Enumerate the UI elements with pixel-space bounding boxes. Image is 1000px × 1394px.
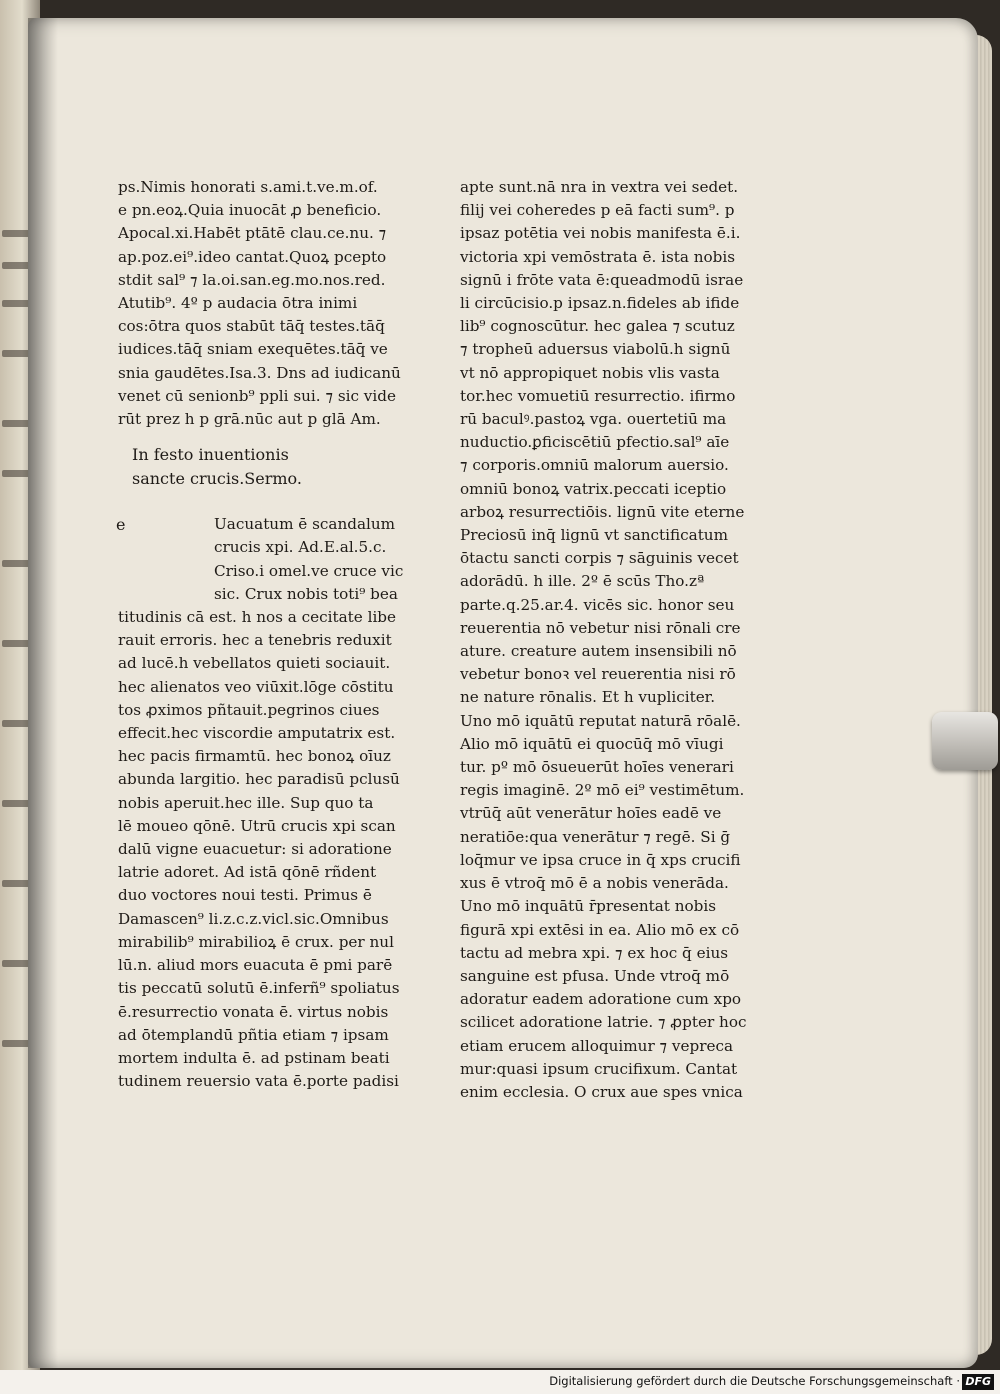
gutter-shadow [28, 18, 58, 1368]
text-line: ap.poz.ei⁹.ideo cantat.Quoꝝ pcepto [118, 247, 387, 266]
text-line: Damascen⁹ li.z.c.z.vicl.sic.Omnibus [118, 909, 389, 928]
text-line: loq̄mur ve ipsa cruce in q̄ xps crucifi [460, 850, 741, 869]
text-line: stdit sal⁹ ⁊ la.oi.san.eg.mo.nos.red. [118, 270, 386, 289]
text-line: ipsaz potētia vei nobis manifesta ē.i. [460, 224, 741, 243]
text-line: sic. Crux nobis toti⁹ bea [214, 584, 398, 603]
text-line: Alio mō iquātū ei quocūq̄ mō vīugi [460, 734, 724, 753]
text-line: rūt prez h p grā.nūc aut p glā Am. [118, 410, 381, 429]
text-line: enim ecclesia. O crux aue spes vnica [460, 1082, 743, 1101]
text-line: mirabilib⁹ mirabilioꝝ ē crux. per nul [118, 932, 394, 951]
text-line: adorādū. h ille. 2º ē scūs Tho.zª [460, 572, 705, 591]
text-line: signū i frōte vata ē:queadmodū israe [460, 270, 744, 289]
text-line: scilicet adoratione latrie. ⁊ ꝓpter hoc [460, 1013, 747, 1032]
text-line: adoratur eadem adoratione cum xpo [460, 990, 742, 1009]
text-line: effecit.hec viscordie amputatrix est. [118, 724, 396, 743]
text-line: Preciosū inq̄ lignū vt sanctificatum [460, 526, 728, 545]
left-column-top-text [118, 176, 418, 431]
funding-credit: Digitalisierung gefördert durch die Deutsche Forschungsgemeinschaft · [549, 1374, 960, 1388]
text-line: cos:ōtra quos stabūt tāq̄ testes.tāq̄ [118, 317, 385, 336]
text-line: omniū bonoꝝ vatrix.peccati iceptio [460, 479, 727, 498]
text-line: xus ē vtroq̄ mō ē a nobis venerāda. [460, 874, 729, 893]
digitization-footer [0, 1370, 1000, 1394]
text-line: duo voctores noui testi. Primus ē [118, 886, 372, 905]
heading-line: In festo inuentionis [132, 445, 289, 465]
left-column-body-text [118, 606, 418, 1093]
text-line: tudinem reuersio vata ē.porte padisi [118, 1072, 399, 1091]
text-line: tor.hec vomuetiū resurrectio. ifirmo [460, 386, 736, 405]
text-line: ps.Nimis honorati s.ami.t.ve.m.of. [118, 178, 378, 196]
right-column-text [460, 176, 770, 1104]
text-line: victoria xpi vemōstrata ē. ista nobis [460, 247, 736, 266]
text-line: dalū vigne euacuetur: si adoratione [118, 840, 392, 859]
text-line: vtrūq̄ aūt venerātur hoīes eadē ve [460, 804, 722, 823]
text-line: filij vei coheredes p eā facti sum⁹. p [460, 201, 735, 220]
text-line: etiam erucem alloquimur ⁊ vepreca [460, 1036, 734, 1055]
text-line: latrie adoret. Ad istā qōnē rñdent [118, 863, 377, 882]
right-text-column [460, 176, 770, 1104]
text-line: tur. pº mō ōsueuerūt hoīes venerari [460, 758, 734, 777]
text-line: e pn.eoꝝ.Quia inuocāt ꝓ beneficio. [118, 201, 382, 220]
text-line: hec pacis firmamtū. hec bonoꝝ oīuz [118, 747, 391, 766]
text-line: ad lucē.h vebellatos quieti sociauit. [118, 654, 391, 673]
dfg-logo: DFG [962, 1374, 994, 1390]
text-line: tactu ad mebra xpi. ⁊ ex hoc q̄ eius [460, 943, 729, 962]
text-line: rū baculꝰ.pastoꝝ vga. ouertetiū ma [460, 410, 727, 429]
text-line: ature. creature autem insensibili nō [460, 642, 737, 661]
text-line: reuerentia nō vebetur nisi rōnali cre [460, 618, 741, 637]
text-line: ē.resurrectio vonata ē. virtus nobis [118, 1002, 389, 1021]
text-line: nuductio.ꝑficiscētiū pfectio.sal⁹ aīe [460, 433, 730, 452]
text-line: lū.n. aliud mors euacuta ē pmi parē [118, 956, 393, 975]
text-line: tos ꝓximos pñtauit.pegrinos ciues [118, 700, 380, 719]
indented-lines [118, 513, 418, 606]
text-line: venet cū senionb⁹ ppli sui. ⁊ sic vide [118, 386, 396, 405]
text-line: Apocal.xi.Habēt ptātē clau.ce.nu. ⁊ [118, 224, 387, 243]
text-line: mur:quasi ipsum crucifixum. Cantat [460, 1059, 738, 1078]
text-line: ⁊ corporis.omniū malorum auersio. [460, 456, 729, 475]
text-line: ⁊ tropheū aduersus viabolū.h signū [460, 340, 731, 359]
text-line: Atutib⁹. 4º p audacia ōtra inimi [118, 294, 358, 313]
text-line: lē moueo qōnē. Utrū crucis xpi scan [118, 816, 396, 835]
text-line: parte.q.25.ar.4. vicēs sic. honor seu [460, 595, 735, 614]
heading-line: sancte crucis.Sermo. [132, 469, 302, 489]
text-line: crucis xpi. Ad.E.al.5.c. [214, 538, 387, 557]
text-line: tis peccatū solutū ē.inferñ⁹ spoliatus [118, 979, 400, 998]
text-line: Uno mō iquātū reputat naturā rōalē. [460, 711, 741, 730]
text-line: Uno mō inquātū r̄presentat nobis [460, 897, 717, 916]
text-line: lib⁹ cognoscūtur. hec galea ⁊ scutuz [460, 317, 735, 336]
text-line: sanguine est pfusa. Unde vtroq̄ mō [460, 966, 730, 985]
text-line: Criso.i omel.ve cruce vic [214, 561, 404, 580]
initial-paragraph [118, 513, 418, 606]
text-line: abunda largitio. hec paradisū pclusū [118, 770, 400, 789]
text-line: snia gaudētes.Isa.3. Dns ad iudicanū [118, 363, 401, 382]
text-line: iudices.tāq̄ sniam exequētes.tāq̄ ve [118, 340, 388, 359]
text-line: vt nō appropiquet nobis vlis vasta [460, 363, 720, 382]
text-line: ōtactu sancti corpis ⁊ sāguinis vecet [460, 549, 739, 568]
text-line: nobis aperuit.hec ille. Sup quo ta [118, 793, 374, 812]
text-line: arboꝝ resurrectiōis. lignū vite eterne [460, 502, 745, 521]
initial-letter: e [116, 515, 126, 535]
text-line: titudinis cā est. h nos a cecitate libe [118, 608, 397, 627]
text-line: rauit erroris. hec a tenebris reduxit [118, 631, 392, 650]
section-heading [132, 443, 418, 491]
text-line: apte sunt.nā nra in vextra vei sedet. [460, 178, 739, 196]
text-line: hec alienatos veo viūxit.lōge cōstitu [118, 677, 394, 696]
text-line: mortem indulta ē. ad pstinam beati [118, 1048, 390, 1067]
text-line: li circūcisio.p ipsaz.n.fideles ab ifide [460, 294, 740, 313]
text-line: ad ōtemplandū pñtia etiam ⁊ ipsam [118, 1025, 389, 1044]
left-text-column [118, 176, 418, 1093]
text-line: figurā xpi extēsi in ea. Alio mō ex cō [460, 920, 740, 939]
text-line: vebetur bonoꝛ vel reuerentia nisi rō [460, 665, 736, 684]
text-line: Uacuatum ē scandalum [214, 515, 396, 534]
text-line: ne nature rōnalis. Et h vupliciter. [460, 688, 716, 707]
text-line: neratiōe:qua venerātur ⁊ regē. Si ḡ [460, 827, 731, 846]
page-clip [932, 712, 998, 770]
text-line: regis imaginē. 2º mō ei⁹ vestimētum. [460, 781, 745, 800]
